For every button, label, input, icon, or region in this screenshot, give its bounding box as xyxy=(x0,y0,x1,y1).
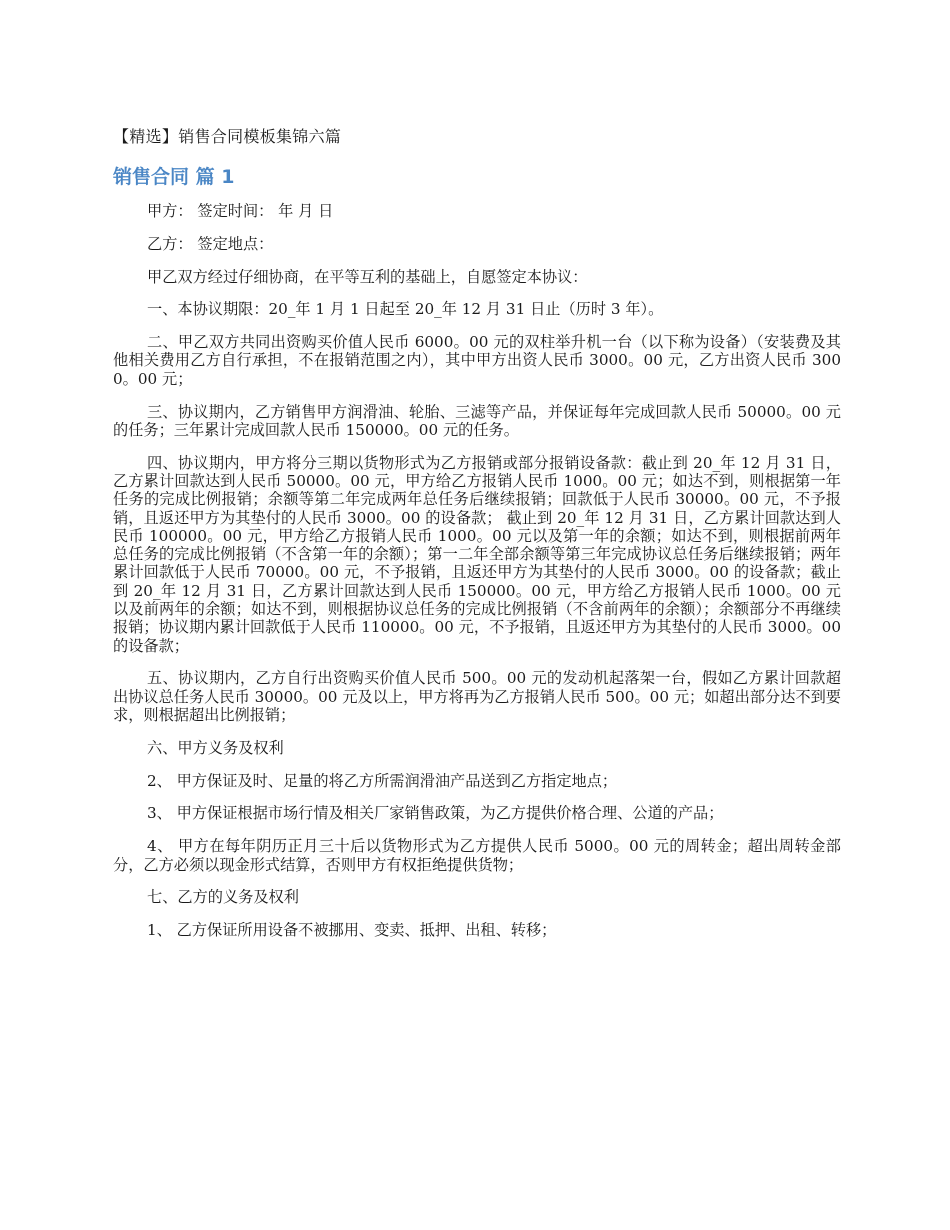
paragraph: 三、协议期内，乙方销售甲方润滑油、轮胎、三滤等产品，并保证每年完成回款人民币 50000。00 元的任务；三年累计完成回款人民币 150000。00 元的任务。 xyxy=(113,402,841,439)
paragraph: 甲乙双方经过仔细协商，在平等互利的基础上，自愿签定本协议： xyxy=(147,267,588,286)
paragraph: 一、本协议期限：20_年 1 月 1 日起至 20_年 12 月 31 日止（历时 3 年）。 xyxy=(147,300,664,319)
paragraph: 二、甲乙双方共同出资购买价值人民币 6000。00 元的双柱举升机一台（以下称为设备）（安装费及其他相关费用乙方自行承担，不在报销范围之内），其中甲方出资人民币 3000。00 元，乙方出资人民币 3000。00 元； xyxy=(113,333,841,388)
paragraph: 4、 甲方在每年阴历正月三十后以货物形式为乙方提供人民币 5000。00 元的周转金；超出周转金部分，乙方必须以现金形式结算，否则甲方有权拒绝提供货物； xyxy=(113,837,841,874)
section-heading: 销售合同 篇 1 xyxy=(113,166,235,188)
paragraph: 六、甲方义务及权利 xyxy=(147,738,284,757)
paragraph: 七、乙方的义务及权利 xyxy=(147,888,299,907)
paragraph: 3、 甲方保证根据市场行情及相关厂家销售政策，为乙方提供价格合理、公道的产品； xyxy=(147,804,724,823)
paragraph: 乙方： 签定地点： xyxy=(147,234,274,253)
paragraph: 甲方： 签定时间： 年 月 日 xyxy=(147,202,334,220)
paragraph: 四、协议期内，甲方将分三期以货物形式为乙方报销或部分报销设备款：截止到 20_年 12 月 31 日，乙方累计回款达到人民币 50000。00 元，甲方给乙方报销人民币 1000。00 元；如达不到，则根据第一年任务的完成比例报销；余额等第二年完成两年总任务后继续报销；回款低于人民币 30000。00 元，不予报销，且返还甲方为其垫付的人民币 3000。00 的设备款； 截止到 20_年 12 月 31 日，乙方累计回款达到人民币 100000。00 元，甲方给乙方报销人民币 1000。00 元以及第一年的余额；如达不到，则根据前两年总任务的完成比例报销（不含第一年的余额）；第一二年全部余额等第三年完成协议总任务后继续报销；两年累计回款低于人民币 70000。00 元，不予报销，且返还甲方为其垫付的人民币 3000。00 的设备款；截止到 20_年 12 月 31 日，乙方累计回款达到人民币 150000。00 元，甲方给乙方报销人民币 1000。00 元以及前两年的余额；如达不到，则根据协议总任务的完成比例报销（不含前两年的余额）；余额部分不再继续报销；协议期内累计回款低于人民币 110000。00 元，不予报销，且返还甲方为其垫付的人民币 3000。00 的设备款； xyxy=(113,453,841,655)
paragraph: 2、 甲方保证及时、足量的将乙方所需润滑油产品送到乙方指定地点； xyxy=(147,771,618,790)
document-title: 【精选】销售合同模板集锦六篇 xyxy=(113,127,342,146)
document-body xyxy=(113,202,841,954)
paragraph: 1、 乙方保证所用设备不被挪用、变卖、抵押、出租、转移； xyxy=(147,921,557,940)
paragraph: 五、协议期内，乙方自行出资购买价值人民币 500。00 元的发动机起落架一台，假如乙方累计回款超出协议总任务人民币 30000。00 元及以上，甲方将再为乙方报销人民币 500。00 元；如超出部分达不到要求，则根据超出比例报销； xyxy=(113,669,841,725)
